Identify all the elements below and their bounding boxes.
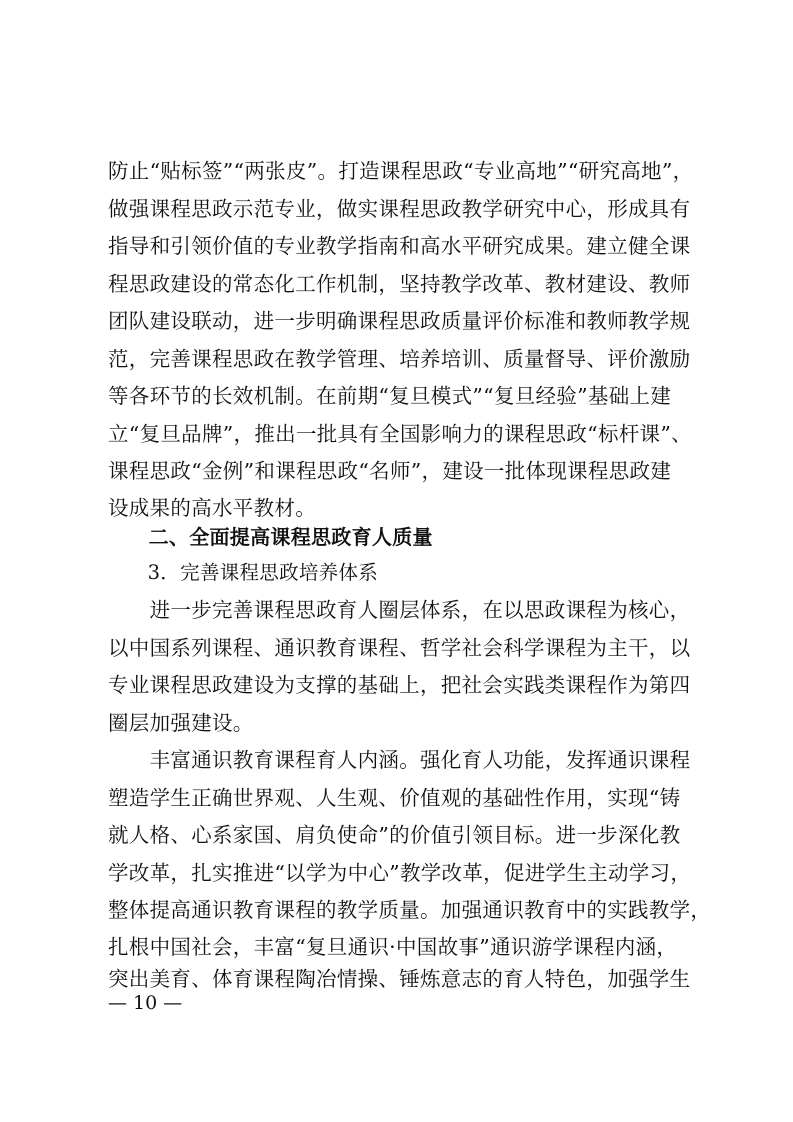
body-text-line: 扎根中国社会，丰富“复旦通识·中国故事”通识游学课程内涵， <box>108 935 678 959</box>
body-text-line: 设成果的高水平教材。 <box>108 496 316 520</box>
body-text-line: 整体提高通识教育课程的教学质量。加强通识教育中的实践教学， <box>108 898 712 922</box>
body-text-line: 指导和引领价值的专业教学指南和高水平研究成果。建立健全课 <box>108 234 691 258</box>
body-text-line: 程思政建设的常态化工作机制，坚持教学改革、教材建设、教师 <box>108 272 691 296</box>
body-text-line: 以中国系列课程、通识教育课程、哲学社会科学课程为主干，以 <box>108 636 691 660</box>
section-heading: 二、全面提高课程思政育人质量 <box>108 525 433 549</box>
page-number: — 10 — <box>108 992 183 1014</box>
body-text-line: 突出美育、体育课程陶冶情操、锤炼意志的育人特色，加强学生 <box>108 967 691 991</box>
body-text-line: 课程思政“金例”和课程思政“名师”，建设一批体现课程思政建 <box>108 459 672 483</box>
body-text-line: 团队建设联动，进一步明确课程思政质量评价标准和教师教学规 <box>108 309 691 333</box>
body-text-line: 圈层加强建设。 <box>108 711 254 735</box>
body-text-line: 学改革，扎实推进“以学为中心”教学改革，促进学生主动学习， <box>108 861 692 885</box>
body-text-line: 防止“贴标签”“两张皮”。打造课程思政“专业高地”“研究高地”， <box>108 159 694 183</box>
body-text-line: 就人格、心系家国、肩负使命”的价值引领目标。进一步深化教 <box>108 823 681 847</box>
body-text-line: 立“复旦品牌”，推出一批具有全国影响力的课程思政“标杆课”、 <box>108 422 692 446</box>
body-text-line: 专业课程思政建设为支撑的基础上，把社会实践类课程作为第四 <box>108 673 691 697</box>
body-text-line: 范，完善课程思政在教学管理、培养培训、质量督导、评价激励 <box>108 347 691 371</box>
body-text-line: 等各环节的长效机制。在前期“复旦模式”“复旦经验”基础上建 <box>108 384 672 408</box>
body-text-line: 进一步完善课程思政育人圈层体系，在以思政课程为核心， <box>108 598 691 622</box>
body-text-line: 做强课程思政示范专业，做实课程思政教学研究中心，形成具有 <box>108 197 691 221</box>
subsection-heading: 3．完善课程思政培养体系 <box>108 561 379 584</box>
body-text-line: 丰富通识教育课程育人内涵。强化育人功能，发挥通识课程 <box>108 748 691 772</box>
body-text-line: 塑造学生正确世界观、人生观、价值观的基础性作用，实现“铸 <box>108 786 681 810</box>
